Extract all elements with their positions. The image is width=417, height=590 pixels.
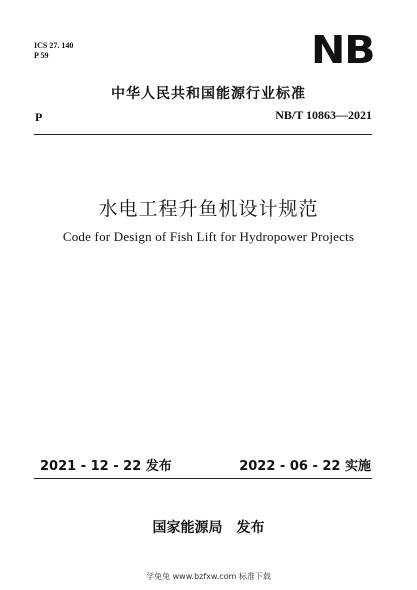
ccs-code: P 59 — [34, 51, 49, 60]
publisher-name: 国家能源局 — [152, 520, 223, 536]
standard-number: NB/T 10863—2021 — [275, 108, 372, 122]
implementation-date: 2022 - 06 - 22 实施 — [239, 459, 371, 474]
date-divider — [34, 478, 372, 479]
issue-date: 2021 - 12 - 22 发布 — [40, 459, 172, 474]
publisher-action: 发布 — [236, 520, 265, 536]
title-chinese: 水电工程升鱼机设计规范 — [98, 198, 319, 220]
category-letter: P — [35, 110, 43, 124]
title-english: Code for Design of Fish Lift for Hydropower Projects — [62, 229, 355, 244]
standard-type: 中华人民共和国能源行业标准 — [111, 86, 306, 102]
classification-codes — [34, 41, 73, 61]
ics-code: ICS 27. 140 — [34, 41, 74, 50]
footer-watermark: 学兔兔 www.bzfxw.com 标准下载 — [146, 572, 271, 581]
top-divider — [34, 134, 372, 135]
nb-logo: NB — [311, 28, 375, 72]
publisher-line — [0, 519, 417, 537]
